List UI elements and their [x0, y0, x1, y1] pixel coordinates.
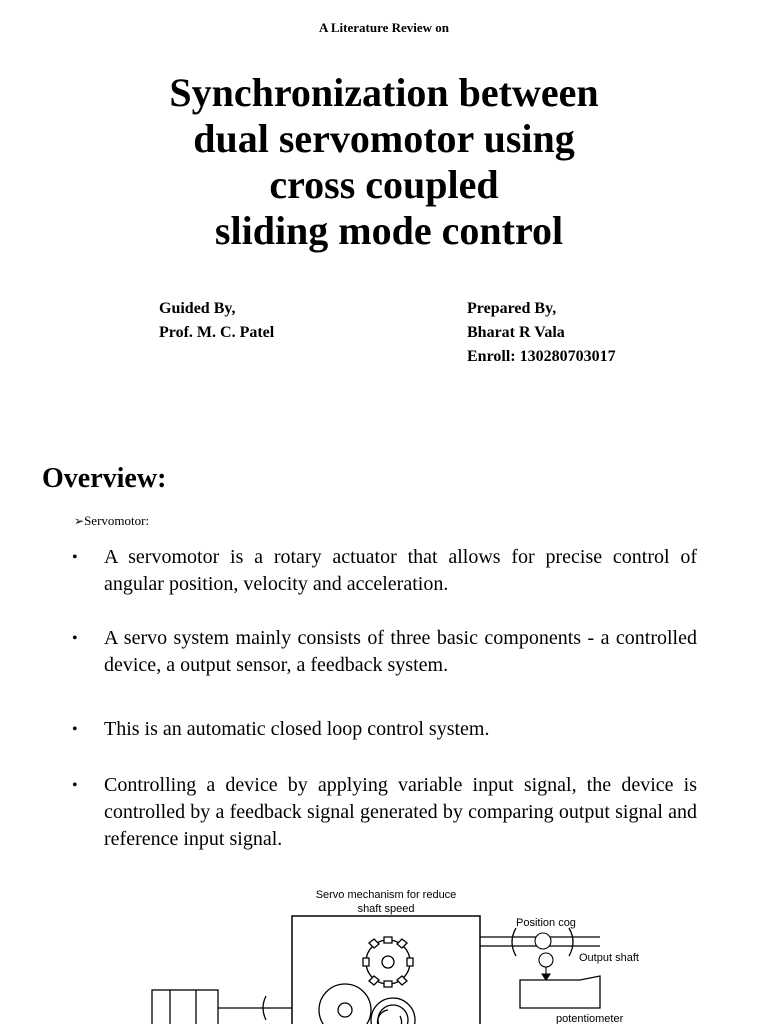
bullet-text: A servo system mainly consists of three basic components - a controlled device, a output sensor, a feedback system.: [104, 627, 697, 676]
title-line: sliding mode control: [204, 208, 564, 253]
motor-icon: [152, 990, 292, 1024]
bullet-text: This is an automatic closed loop control system.: [104, 718, 490, 740]
diagram-title-line: Servo mechanism for reduce: [315, 889, 457, 901]
guide-name: Prof. M. C. Patel: [159, 324, 275, 341]
position-cog-icon: [535, 933, 553, 980]
document-kicker: A Literature Review on: [318, 20, 450, 35]
list-item: [72, 625, 697, 679]
bullet-icon: •: [72, 721, 78, 738]
output-shaft-label: Output shaft: [579, 952, 639, 964]
bullet-text: A servomotor is a rotary actuator that allows for precise control of angular position, velocity and acceleration.: [104, 546, 697, 595]
servomotor-subheading: [74, 513, 149, 529]
list-item: [72, 544, 697, 598]
prepared-by-block: [467, 297, 616, 369]
title-line: dual servomotor using: [193, 116, 575, 161]
list-item: [72, 772, 697, 853]
enrollment-number: Enroll: 130280703017: [467, 348, 616, 365]
bullet-text: Controlling a device by applying variable input signal, the device is controlled by a feedback signal generated by comparing output signal and reference input signal.: [104, 774, 697, 850]
potentiometer-icon: [520, 976, 600, 1008]
position-cog-label: Position cog: [516, 917, 576, 929]
large-gear-icon: [363, 937, 413, 987]
guided-by-block: [159, 297, 274, 345]
guided-by-label: Guided By,: [159, 300, 236, 317]
lower-gear-icon: [319, 984, 415, 1024]
bullet-icon: •: [72, 630, 78, 647]
document-title: [0, 70, 768, 254]
title-line: cross coupled: [269, 162, 499, 207]
list-item: [72, 716, 697, 743]
title-line: Synchronization between: [169, 70, 599, 115]
servomotor-label: Servomotor:: [84, 513, 150, 528]
arrow-bullet-icon: ➢: [74, 514, 85, 528]
servo-mechanism-diagram: [0, 880, 768, 1024]
diagram-title-line: shaft speed: [357, 903, 415, 915]
potentiometer-label: potentiometer: [556, 1013, 624, 1024]
overview-heading: Overview:: [42, 463, 167, 494]
bullet-icon: •: [72, 549, 78, 566]
bullet-icon: •: [72, 777, 78, 794]
author-name: Bharat R Vala: [467, 324, 565, 341]
prepared-by-label: Prepared By,: [467, 300, 557, 317]
